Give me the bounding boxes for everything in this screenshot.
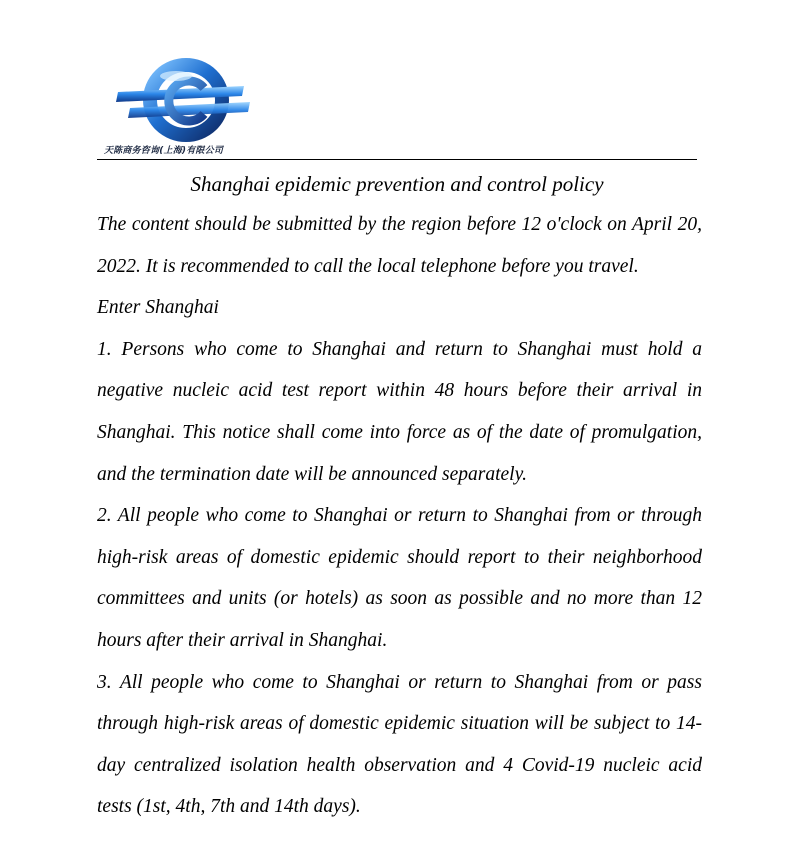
letterhead-divider [97,159,697,160]
policy-item: 2. All people who come to Shanghai or return to Shanghai from or through high-risk areas of domestic epidemic should report to their neighborhood committees and units (or hotels) as soon as possible and no more than 12 hours after their arrival in Shanghai. [97,505,702,651]
letterhead [104,58,264,158]
document-title: Shanghai epidemic prevention and control policy [190,172,604,196]
policy-item: 3. All people who come to Shanghai or return to Shanghai from or pass through high-risk areas of domestic epidemic situation will be subject to 14-day centralized isolation health observation and 4 Covid-19 nucleic acid tests (1st, 4th, 7th and 14th days). [97,671,702,818]
section-heading: Enter Shanghai [97,297,219,319]
company-name: 天陈商务咨询(上海)有限公司 [104,146,224,156]
document-body [97,204,702,828]
intro-paragraph: The content should be submitted by the region before 12 o'clock on April 20, 2022. It is recommended to call the local telephone before you travel. [97,214,702,277]
policy-item: 1. Persons who come to Shanghai and return to Shanghai must hold a negative nucleic acid test report within 48 hours before their arrival in Shanghai. This notice shall come into force as of the date of promulgation, and the termination date will be announced separately. [97,338,702,485]
company-globe-logo-icon [112,58,252,142]
